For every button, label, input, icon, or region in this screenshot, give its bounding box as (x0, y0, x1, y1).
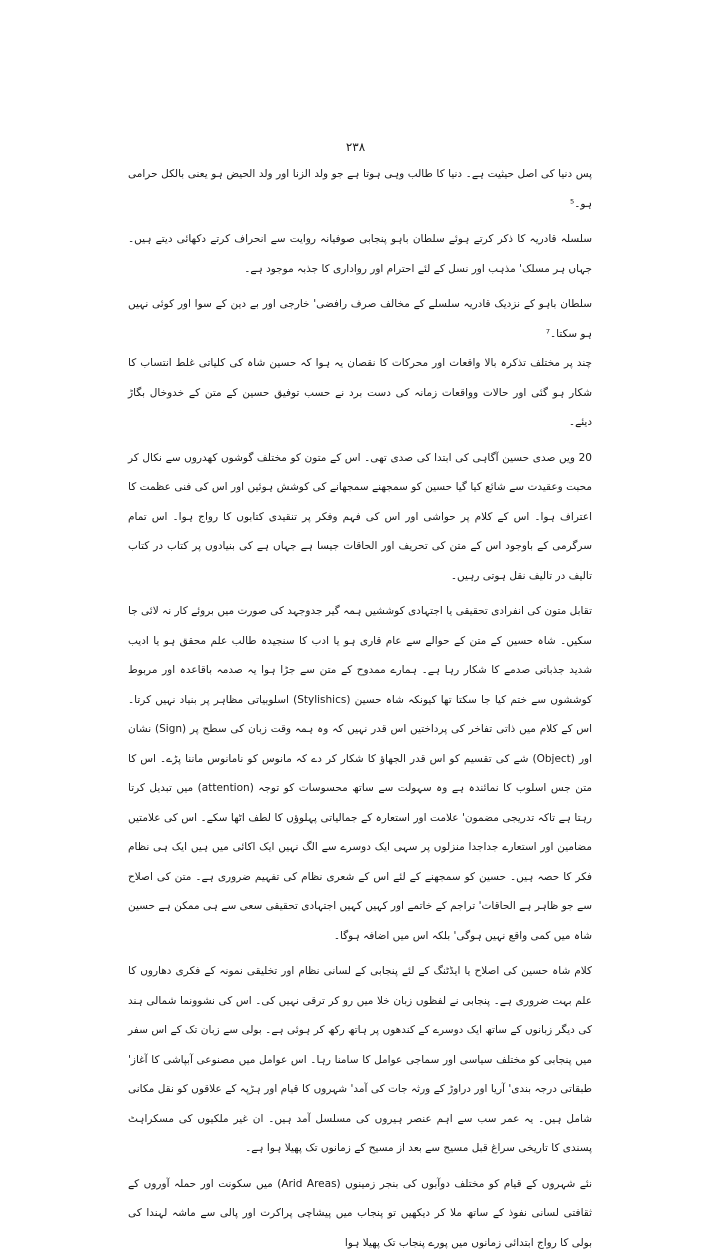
page-number: ۲۳۸ (0, 140, 711, 154)
paragraph-4: چند پر مختلف تذکرہ بالا واقعات اور محرکات کا نقصان یہ ہوا کہ حسین شاہ کی کلیاتی غلط انتساب کا شکار ہو گئی اور حالات وواقعات زمانہ کی دست برد نے حسب توفیق حسین کے متن کے خدوخال بگاڑ دیئے۔ (128, 349, 592, 438)
paragraph-8: نئے شہروں کے قیام کو مختلف دوآبوں کی بنجر زمینوں (Arid Areas) میں سکونت اور حملہ آوروں کے ثقافتی لسانی نفوذ کے ساتھ ملا کر دیکھیں تو پنجاب میں پیشاچی پراکرت اور پالی سے ماشہ لہندا کی بولی کا رواج ابتدائی زمانوں میں پورے پنجاب تک پھیلا ہوا (128, 1170, 592, 1258)
paragraph-6: تقابل متون کی انفرادی تحقیقی یا اجتہادی کوششیں ہمہ گیر جدوجہد کی صورت میں بروئے کار نہ لائی جا سکیں۔ شاہ حسین کے متن کے حوالے سے عام قاری ہو یا ادب کا سنجیدہ طالب علم محقق ہو یا ادیب شدید جذباتی صدمے کا شکار رہا ہے۔ ہمارے ممدوح کے متن سے جڑا ہوا یہ صدمہ باقاعدہ اور مربوط کوششوں سے ختم کیا جا سکتا تھا کیونکہ شاہ حسین (Stylishics) اسلوبیاتی مظاہر پر بنیاد نہیں کرتا۔ اس کے کلام میں ذاتی تفاخر کی پرداختیں اس قدر نہیں کہ وہ ہمہ وقت زبان کی سطح پر (Sign) نشان اور (Object) شے کی تقسیم کو اس قدر الجھاؤ کا شکار کر دے کہ مانوس کو نامانوس ماننا پڑے۔ اس کا متن جس اسلوب کا نمائندہ ہے وہ سہولت سے ساتھ محسوسات کو توجہ (attention) میں تبدیل کرتا رہتا ہے تاکہ تدریجی مضمون' علامت اور استعارہ کے جمالیاتی پہلوؤں کا لطف اٹھا سکے۔ اس کی علامتیں مضامین اور استعارے جداجدا منزلوں پر سہی ایک دوسرے سے الگ نہیں ایک اکائی میں ہیں ایک ہی نظام فکر کا حصہ ہیں۔ حسین کو سمجھنے کے لئے اس کے شعری نظام کی تفہیم ضروری ہے۔ متن کی اصلاح سے جو ظاہر ہے الحاقات' تراجم کے خاتمے اور کہیں کہیں اجتہادی تحقیقی سعی سے ہی ممکن ہے حسین شاہ میں کمی واقع نہیں ہوگی' بلکہ اس میں اضافہ ہوگا۔ (128, 597, 592, 951)
paragraph-3: سلطان باہو کے نزدیک قادریہ سلسلے کے مخالف صرف رافضی' خارجی اور بے دین کے سوا اور کوئی نہیں ہو سکتا۔⁷ (128, 290, 592, 349)
paragraph-1: پس دنیا کی اصل حیثیت ہے۔ دنیا کا طالب وہی ہوتا ہے جو ولد الزنا اور ولد الحیض ہو یعنی بالکل حرامی ہو۔⁵ (128, 160, 592, 219)
paragraph-5: 20 ویں صدی حسین آگاہی کی ابتدا کی صدی تھی۔ اس کے متون کو مختلف گوشوں کھدروں سے نکال کر محبت وعقیدت سے شائع کیا گیا حسین کو سمجھنے سمجھانے کی کوشش ہوئیں اور اس کی فنی عظمت کا اعتراف ہوا۔ اس کے کلام پر حواشی اور اس کی فہم وفکر پر تنقیدی کتابوں کا رواج ہوا۔ اس تمام سرگرمی کے باوجود اس کے متن کی تحریف اور الحاقات جیسا ہے جہاں ہے کی بنیادوں پر کتاب در کتاب تالیف در تالیف نقل ہوتی رہیں۔ (128, 444, 592, 592)
paragraph-2: سلسلہ قادریہ کا ذکر کرتے ہوئے سلطان باہو پنجابی صوفیانہ روایت سے انحراف کرتے دکھائی دیتے ہیں۔ جہاں ہر مسلک' مذہب اور نسل کے لئے احترام اور رواداری کا جذبہ موجود ہے۔ (128, 225, 592, 284)
page-body (128, 160, 592, 1258)
paragraph-7: کلام شاہ حسین کی اصلاح یا ایڈٹنگ کے لئے پنجابی کے لسانی نظام اور تخلیقی نمونہ کے فکری دھاروں کا علم بہت ضروری ہے۔ پنجابی نے لفظوں زبان خلا میں رو کر ترقی نہیں کی۔ اس کی نشوونما شمالی ہند کی دیگر زبانوں کے ساتھ ایک دوسرے کے کندھوں پر ہاتھ رکھ کر ہوئی ہے۔ بولی سے زبان تک کے اس سفر میں پنجابی کو مختلف سیاسی اور سماجی عوامل کا سامنا رہا۔ اس عوامل میں مصنوعی آبپاشی کا آغاز' طبقاتی درجہ بندی' آریا اور دراوڑ کے ورثہ جات کی آمد' شہروں کا قیام اور ہڑپہ کے علاقوں کو نقل مکانی شامل ہیں۔ یہ عمر سب سے اہم عنصر ہیروں کی مسلسل آمد ہیں۔ ان غیر ملکیوں کی مسکراہٹ پسندی کا تاریخی سراغ قبل مسیح سے بعد از مسیح کے زمانوں تک پھیلا ہوا ہے۔ (128, 957, 592, 1164)
